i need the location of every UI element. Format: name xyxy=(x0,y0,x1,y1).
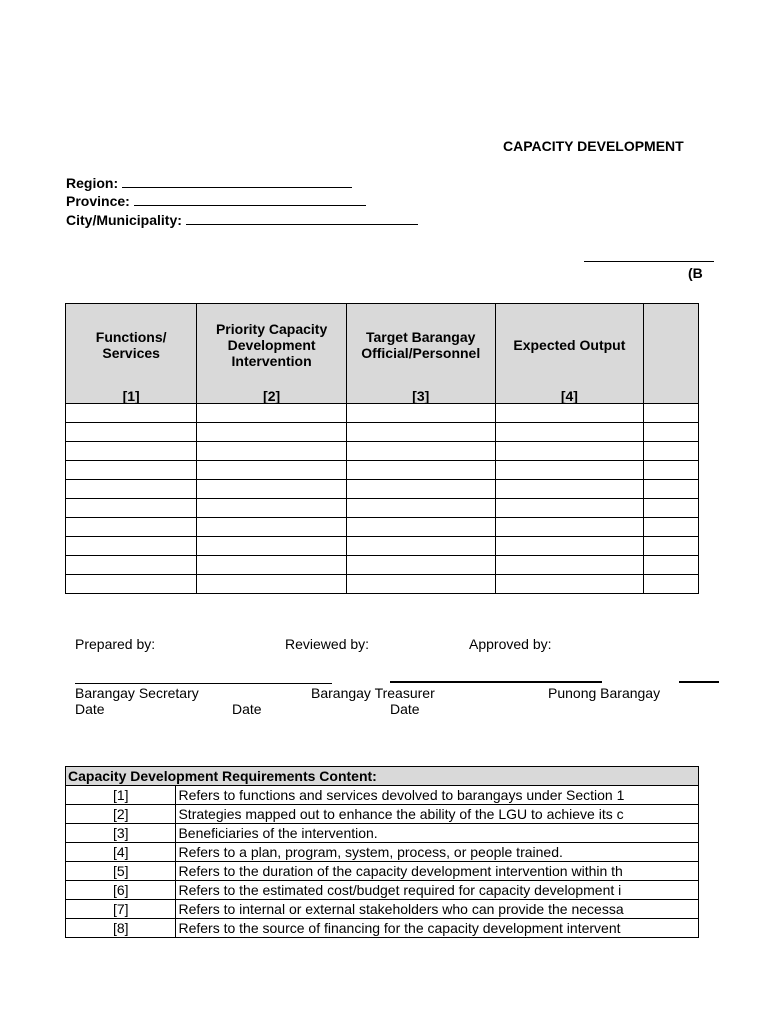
page-title: CAPACITY DEVELOPMENT xyxy=(503,138,684,154)
province-label: Province: xyxy=(66,193,130,209)
requirement-row xyxy=(66,881,699,900)
table-cell[interactable] xyxy=(346,423,495,442)
column-header-intervention: Priority Capacity Development Intervention [2] xyxy=(197,304,347,404)
table-cell[interactable] xyxy=(197,537,347,556)
table-cell[interactable] xyxy=(346,480,495,499)
table-cell[interactable] xyxy=(346,442,495,461)
table-row xyxy=(66,556,699,575)
table-cell[interactable] xyxy=(495,423,644,442)
table-cell[interactable] xyxy=(495,461,644,480)
table-cell[interactable] xyxy=(495,556,644,575)
table-cell[interactable] xyxy=(197,404,347,423)
table-cell[interactable] xyxy=(197,575,347,594)
table-cell[interactable] xyxy=(644,575,699,594)
capacity-development-table xyxy=(65,303,699,594)
table-cell[interactable] xyxy=(346,461,495,480)
requirement-row xyxy=(66,919,699,938)
date-label-punong: Date xyxy=(390,701,420,717)
table-cell[interactable] xyxy=(644,499,699,518)
city-label: City/Municipality: xyxy=(66,212,182,228)
table-cell[interactable] xyxy=(495,442,644,461)
region-label: Region: xyxy=(66,175,119,191)
column-header-next xyxy=(644,304,699,404)
table-cell[interactable] xyxy=(495,518,644,537)
province-field xyxy=(66,193,366,209)
barangay-name-line[interactable] xyxy=(584,261,714,262)
table-cell[interactable] xyxy=(644,480,699,499)
table-cell[interactable] xyxy=(346,537,495,556)
requirement-row xyxy=(66,824,699,843)
table-cell[interactable] xyxy=(495,480,644,499)
table-header-row xyxy=(66,304,699,404)
punong-signature-line[interactable] xyxy=(679,681,719,683)
table-cell[interactable] xyxy=(346,575,495,594)
table-row xyxy=(66,575,699,594)
table-cell[interactable] xyxy=(66,442,197,461)
requirement-row xyxy=(66,786,699,805)
requirement-number: [4] xyxy=(66,843,176,862)
requirement-number: [1] xyxy=(66,786,176,805)
table-row xyxy=(66,442,699,461)
table-cell[interactable] xyxy=(644,423,699,442)
requirements-table xyxy=(65,766,699,938)
city-blank[interactable] xyxy=(186,212,418,225)
date-label-secretary: Date xyxy=(75,701,105,717)
table-cell[interactable] xyxy=(66,499,197,518)
table-cell[interactable] xyxy=(66,537,197,556)
requirement-description: Refers to internal or external stakeholders who can provide the necessa xyxy=(176,900,699,919)
requirement-row xyxy=(66,900,699,919)
table-cell[interactable] xyxy=(66,480,197,499)
table-cell[interactable] xyxy=(346,404,495,423)
requirements-heading: Capacity Development Requirements Content: xyxy=(66,767,699,786)
requirement-number: [3] xyxy=(66,824,176,843)
table-cell[interactable] xyxy=(197,423,347,442)
requirement-number: [8] xyxy=(66,919,176,938)
table-cell[interactable] xyxy=(66,461,197,480)
region-blank[interactable] xyxy=(122,175,352,188)
table-cell[interactable] xyxy=(495,404,644,423)
table-cell[interactable] xyxy=(644,518,699,537)
table-row xyxy=(66,537,699,556)
treasurer-signature-line[interactable] xyxy=(390,681,602,683)
requirement-row xyxy=(66,862,699,881)
table-cell[interactable] xyxy=(197,518,347,537)
approved-by-label: Approved by: xyxy=(469,636,552,652)
table-cell[interactable] xyxy=(644,404,699,423)
requirement-row xyxy=(66,843,699,862)
table-cell[interactable] xyxy=(644,442,699,461)
column-header-output: Expected Output [4] xyxy=(495,304,644,404)
table-row xyxy=(66,404,699,423)
column-header-functions: Functions/ Services [1] xyxy=(66,304,197,404)
requirement-row xyxy=(66,805,699,824)
table-row xyxy=(66,499,699,518)
prepared-by-label: Prepared by: xyxy=(75,636,156,652)
treasurer-title: Barangay Treasurer xyxy=(311,685,435,701)
requirement-description: Beneficiaries of the intervention. xyxy=(176,824,699,843)
table-row xyxy=(66,423,699,442)
requirement-number: [2] xyxy=(66,805,176,824)
region-field xyxy=(66,175,352,191)
secretary-signature-line[interactable] xyxy=(75,683,332,684)
requirement-description: Refers to the duration of the capacity development intervention within th xyxy=(176,862,699,881)
table-cell[interactable] xyxy=(66,404,197,423)
table-row xyxy=(66,518,699,537)
date-label-treasurer: Date xyxy=(232,701,262,717)
reviewed-by-label: Reviewed by: xyxy=(285,636,370,652)
table-cell[interactable] xyxy=(346,518,495,537)
table-cell[interactable] xyxy=(495,537,644,556)
province-blank[interactable] xyxy=(134,193,366,206)
requirement-description: Refers to a plan, program, system, process, or people trained. xyxy=(176,843,699,862)
table-cell[interactable] xyxy=(66,423,197,442)
table-cell[interactable] xyxy=(197,499,347,518)
table-cell[interactable] xyxy=(346,499,495,518)
requirement-description: Refers to functions and services devolved to barangays under Section 1 xyxy=(176,786,699,805)
table-cell[interactable] xyxy=(66,575,197,594)
table-cell[interactable] xyxy=(197,556,347,575)
table-cell[interactable] xyxy=(197,480,347,499)
table-cell[interactable] xyxy=(346,556,495,575)
table-cell[interactable] xyxy=(644,556,699,575)
city-field xyxy=(66,212,418,228)
table-cell[interactable] xyxy=(495,499,644,518)
table-row xyxy=(66,461,699,480)
table-cell[interactable] xyxy=(66,556,197,575)
table-row xyxy=(66,480,699,499)
requirement-number: [7] xyxy=(66,900,176,919)
punong-title: Punong Barangay xyxy=(548,685,661,701)
requirements-heading-row xyxy=(66,767,699,786)
requirement-description: Refers to the estimated cost/budget required for capacity development i xyxy=(176,881,699,900)
table-cell[interactable] xyxy=(66,518,197,537)
table-cell[interactable] xyxy=(495,575,644,594)
table-cell[interactable] xyxy=(197,461,347,480)
table-cell[interactable] xyxy=(644,537,699,556)
barangay-label-fragment: (B xyxy=(688,265,703,281)
table-cell[interactable] xyxy=(644,461,699,480)
table-cell[interactable] xyxy=(197,442,347,461)
requirement-description: Strategies mapped out to enhance the ability of the LGU to achieve its c xyxy=(176,805,699,824)
secretary-title: Barangay Secretary xyxy=(75,685,199,701)
requirement-number: [6] xyxy=(66,881,176,900)
requirement-number: [5] xyxy=(66,862,176,881)
requirement-description: Refers to the source of financing for the capacity development intervent xyxy=(176,919,699,938)
column-header-target: Target Barangay Official/Personnel [3] xyxy=(346,304,495,404)
